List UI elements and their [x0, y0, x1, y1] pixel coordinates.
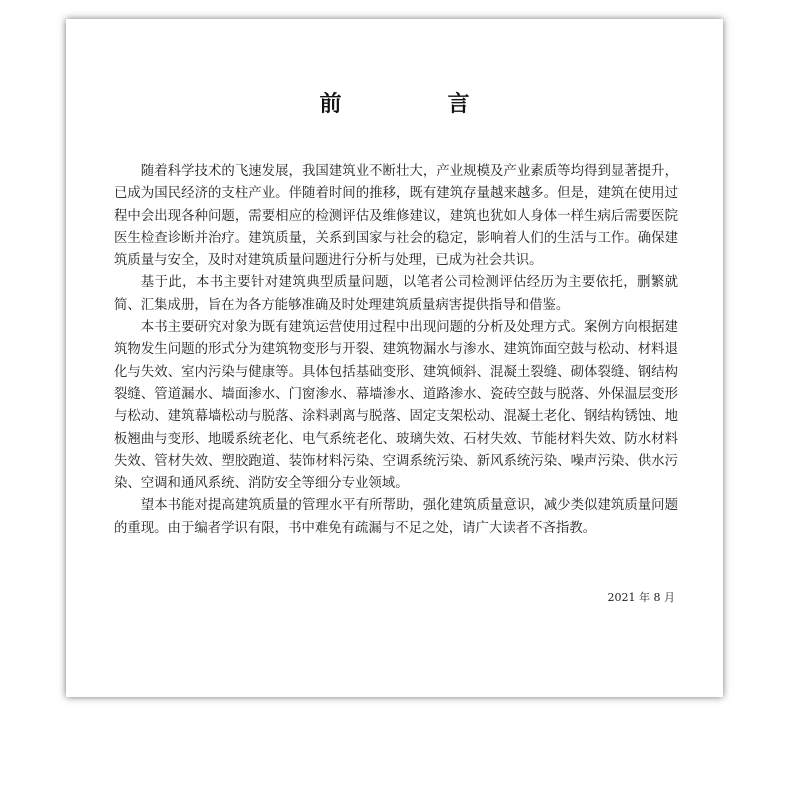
document-page — [66, 19, 723, 697]
preface-body — [114, 161, 678, 540]
paragraph-2: 基于此，本书主要针对建筑典型质量问题，以笔者公司检测评估经历为主要依托，删繁就简、汇集成册，旨在为各方能够准确及时处理建筑质量病害提供指导和借鉴。 — [114, 275, 678, 313]
paragraph-1: 随着科学技术的飞速发展，我国建筑业不断壮大，产业规模及产业素质等均得到显著提升，已成为国民经济的支柱产业。伴随着时间的推移，既有建筑存量越来越多。但是，建筑在使用过程中会出现各种问题，需要相应的检测评估及维修建议，建筑也犹如人身体一样生病后需要医院医生检查诊断并治疗。建筑质量，关系到国家与社会的稳定，影响着人们的生活与工作。确保建筑质量与安全，及时对建筑质量问题进行分析与处理，已成为社会共识。 — [114, 164, 678, 269]
page-title: 前 言 — [319, 91, 512, 117]
paragraph-4: 望本书能对提高建筑质量的管理水平有所帮助，强化建筑质量意识，减少类似建筑质量问题的重现。由于编者学识有限，书中难免有疏漏与不足之处，请广大读者不吝指教。 — [114, 498, 678, 536]
paragraph-3: 本书主要研究对象为既有建筑运营使用过程中出现问题的分析及处理方式。案例方向根据建筑物发生问题的形式分为建筑物变形与开裂、建筑物漏水与渗水、建筑饰面空鼓与松动、材料退化与失效、室内污染与健康等。具体包括基础变形、建筑倾斜、混凝土裂缝、砌体裂缝、钢结构裂缝、管道漏水、墙面渗水、门窗渗水、幕墙渗水、道路渗水、瓷砖空鼓与脱落、外保温层变形与松动、建筑幕墙松动与脱落、涂料剥离与脱落、固定支架松动、混凝土老化、钢结构锈蚀、地板翘曲与变形、地暖系统老化、电气系统老化、玻璃失效、石材失效、节能材料失效、防水材料失效、管材失效、塑胶跑道、装饰材料污染、空调系统污染、新风系统污染、噪声污染、供水污染、空调和通风系统、消防安全等细分专业领域。 — [114, 320, 678, 492]
date-signature: 2021 年 8 月 — [607, 591, 675, 604]
